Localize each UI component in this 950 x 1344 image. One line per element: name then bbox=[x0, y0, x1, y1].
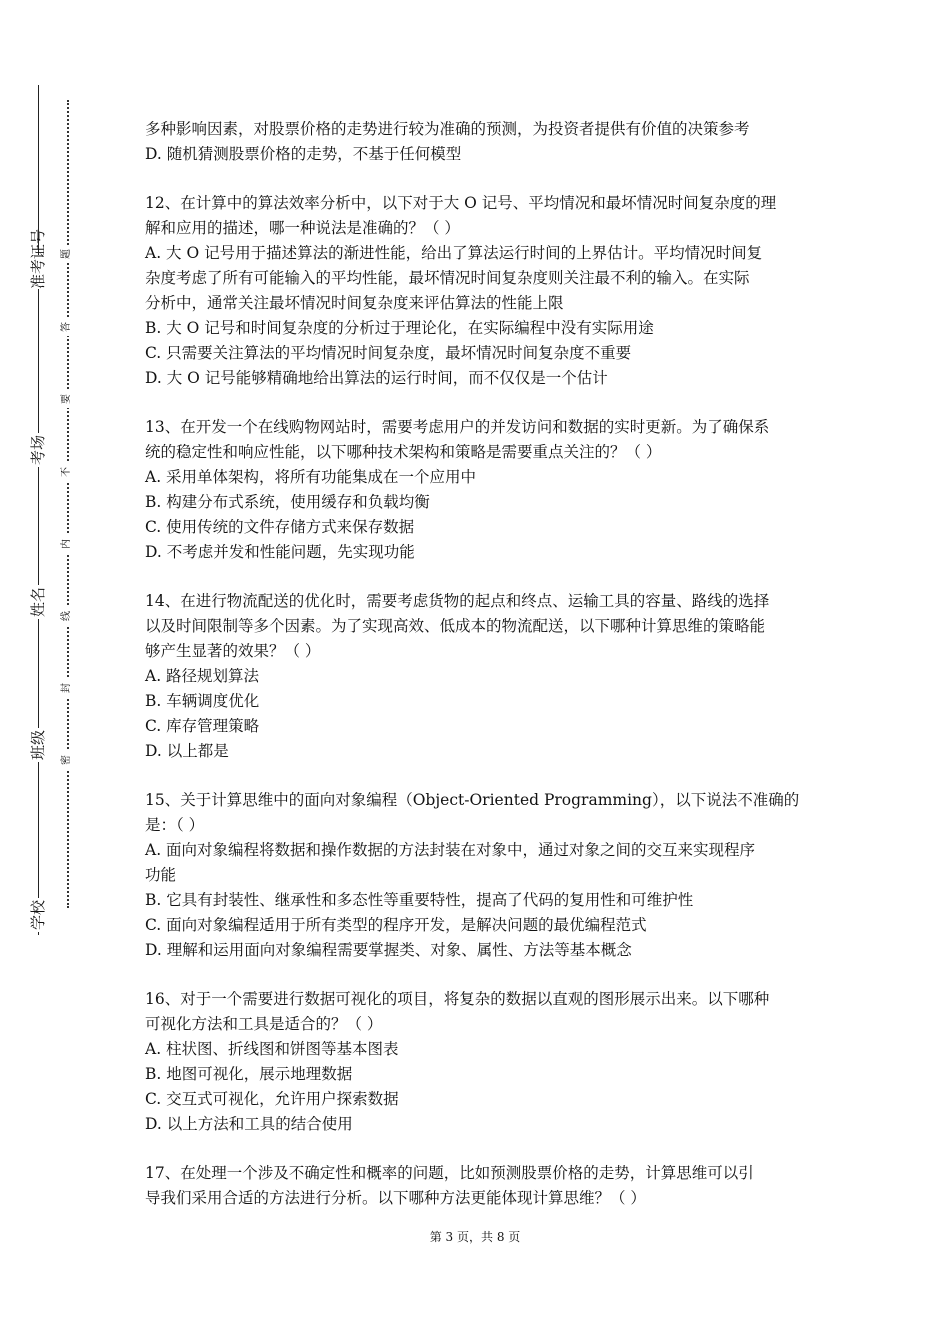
question-stem: 17、在处理一个涉及不确定性和概率的问题，比如预测股票价格的走势，计算思维可以引 bbox=[145, 1164, 754, 1182]
question-stem: 导我们采用合适的方法进行分析。以下哪种方法更能体现计算思维？（ ） bbox=[145, 1189, 646, 1207]
seal-char: 密 bbox=[59, 751, 75, 769]
option-d: D. 理解和运用面向对象编程需要掌握类、对象、属性、方法等基本概念 bbox=[145, 941, 632, 959]
question-13 bbox=[145, 415, 815, 565]
question-stem: 解和应用的描述，哪一种说法是准确的？（ ） bbox=[145, 219, 460, 237]
exam-content bbox=[145, 117, 815, 1211]
option-c: C. 使用传统的文件存储方式来保存数据 bbox=[145, 518, 415, 536]
option-b: B. 地图可视化，展示地理数据 bbox=[145, 1065, 353, 1083]
option-a: 分析中，通常关注最坏情况时间复杂度来评估算法的性能上限 bbox=[145, 294, 564, 312]
label-school: 学校 bbox=[29, 900, 47, 931]
option-a: A. 面向对象编程将数据和操作数据的方法封装在对象中，通过对象之间的交互来实现程序 bbox=[145, 841, 756, 859]
seal-char: 要 bbox=[59, 390, 75, 408]
option-d: D. 随机猜测股票价格的走势，不基于任何模型 bbox=[145, 145, 462, 163]
label-name: 姓名 bbox=[29, 587, 47, 618]
option-a: 功能 bbox=[145, 866, 177, 884]
option-c: C. 库存管理策略 bbox=[145, 717, 260, 735]
binding-dotted-line bbox=[67, 100, 69, 908]
label-class: 班级 bbox=[29, 730, 47, 761]
label-exam-room: 考场 bbox=[29, 435, 47, 466]
question-stem: 够产生显著的效果？（ ） bbox=[145, 642, 321, 660]
option-b: B. 大 O 记号和时间复杂度的分析过于理论化，在实际编程中没有实际用途 bbox=[145, 319, 654, 337]
question-17 bbox=[145, 1161, 815, 1211]
question-stem: 15、关于计算思维中的面向对象编程（Object-Oriented Programming），以下说法不准确的 bbox=[145, 791, 800, 809]
option-d: D. 以上都是 bbox=[145, 742, 229, 760]
option-d: D. 不考虑并发和性能问题，先实现功能 bbox=[145, 543, 415, 561]
question-stem: 以及时间限制等多个因素。为了实现高效、低成本的物流配送，以下哪种计算思维的策略能 bbox=[145, 617, 766, 635]
seal-char: 内 bbox=[59, 535, 75, 553]
option-b: B. 它具有封装性、继承性和多态性等重要特性，提高了代码的复用性和可维护性 bbox=[145, 891, 694, 909]
seal-char: 题 bbox=[59, 245, 75, 263]
question-12 bbox=[145, 191, 815, 391]
option-c: C. 只需要关注算法的平均情况时间复杂度，最坏情况时间复杂度不重要 bbox=[145, 344, 632, 362]
question-stem: 统的稳定性和响应性能，以下哪种技术架构和策略是需要重点关注的？（ ） bbox=[145, 443, 662, 461]
question-stem: 可视化方法和工具是适合的？（ ） bbox=[145, 1015, 383, 1033]
question-stem: 16、对于一个需要进行数据可视化的项目，将复杂的数据以直观的图形展示出来。以下哪种 bbox=[145, 990, 770, 1008]
option-a: 杂度考虑了所有可能输入的平均性能，最坏情况时间复杂度则关注最不利的输入。在实际 bbox=[145, 269, 750, 287]
question-16 bbox=[145, 987, 815, 1137]
question-14 bbox=[145, 589, 815, 764]
seal-char: 封 bbox=[59, 679, 75, 697]
question-stem: 14、在进行物流配送的优化时，需要考虑货物的起点和终点、运输工具的容量、路线的选择 bbox=[145, 592, 770, 610]
intro-line: 多种影响因素，对股票价格的走势进行较为准确的预测，为投资者提供有价值的决策参考 bbox=[145, 120, 750, 138]
question-stem: 12、在计算中的算法效率分析中，以下对于大 O 记号、平均情况和最坏情况时间复杂度的理 bbox=[145, 194, 777, 212]
question-stem: 13、在开发一个在线购物网站时，需要考虑用户的并发访问和数据的实时更新。为了确保系 bbox=[145, 418, 770, 436]
question-stem: 是：（ ） bbox=[145, 816, 205, 834]
page-footer: 第 3 页，共 8 页 bbox=[429, 1230, 521, 1244]
option-c: C. 面向对象编程适用于所有类型的程序开发，是解决问题的最优编程范式 bbox=[145, 916, 647, 934]
binding-solid-line bbox=[38, 85, 39, 935]
option-b: B. 构建分布式系统，使用缓存和负载均衡 bbox=[145, 493, 430, 511]
label-exam-number: 准考证号 bbox=[29, 228, 47, 289]
seal-char: 线 bbox=[59, 607, 75, 625]
seal-char: 答 bbox=[59, 318, 75, 336]
option-a: A. 路径规划算法 bbox=[145, 667, 260, 685]
option-d: D. 大 O 记号能够精确地给出算法的运行时间，而不仅仅是一个估计 bbox=[145, 369, 608, 387]
option-c: C. 交互式可视化，允许用户探索数据 bbox=[145, 1090, 399, 1108]
option-d: D. 以上方法和工具的结合使用 bbox=[145, 1115, 353, 1133]
binding-margin bbox=[0, 0, 110, 1344]
option-a: A. 柱状图、折线图和饼图等基本图表 bbox=[145, 1040, 399, 1058]
option-a: A. 大 O 记号用于描述算法的渐进性能，给出了算法运行时间的上界估计。平均情况时间复 bbox=[145, 244, 763, 262]
question-15 bbox=[145, 788, 815, 963]
option-a: A. 采用单体架构，将所有功能集成在一个应用中 bbox=[145, 468, 477, 486]
option-b: B. 车辆调度优化 bbox=[145, 692, 260, 710]
seal-char: 不 bbox=[59, 463, 75, 481]
